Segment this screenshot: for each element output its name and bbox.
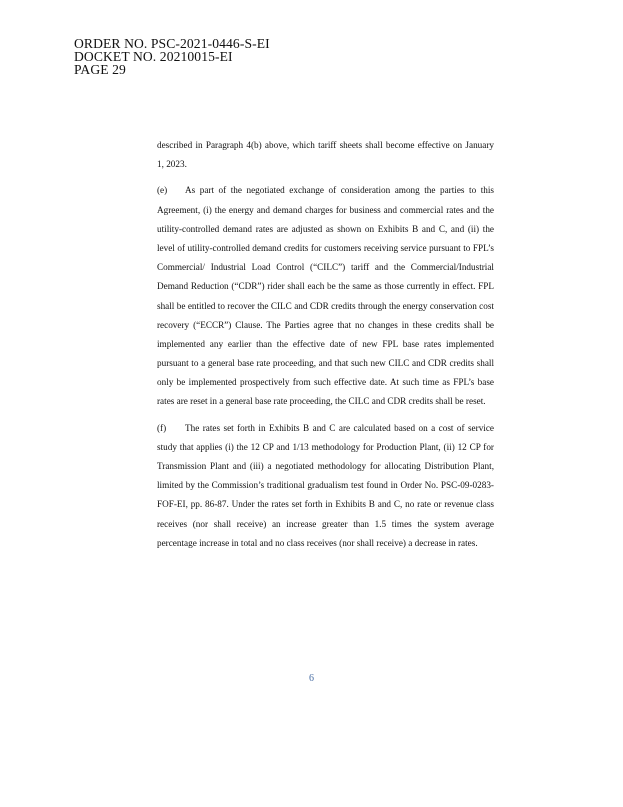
body-text (157, 136, 494, 553)
text-line: rates are reset in a general base rate proceeding, the CILC and CDR credits shall be reset. (157, 396, 486, 407)
text-line: 1, 2023. (157, 159, 187, 170)
page-label: PAGE 29 (74, 62, 126, 77)
text-line: described in Paragraph 4(b) above, which tariff sheets shall become effective on January (157, 140, 494, 150)
text-line: FOF-EI, pp. 86-87. Under the rates set forth in Exhibits B and C, no rate or revenue class (157, 499, 494, 510)
docket-number: DOCKET NO. 20210015-EI (74, 49, 233, 64)
paragraph-continuation (157, 136, 494, 174)
paragraph-label: (f) (157, 422, 167, 433)
text-line: study that applies (i) the 12 CP and 1/13 methodology for Production Plant, (ii) 12 CP for (157, 441, 494, 452)
paragraph-label: (e) (157, 185, 168, 196)
text-line: shall be entitled to recover the CILC and CDR credits through the energy conservation cost (157, 300, 494, 311)
text-line: (f) The rates set forth in Exhibits B and C are calculated based on a cost of service (157, 419, 494, 438)
text-line: percentage increase in total and no class receives (nor shall receive) a decrease in rates. (157, 537, 478, 548)
paragraph-f (157, 419, 494, 553)
text-line: limited by the Commission’s traditional gradualism test found in Order No. PSC-09-0283- (157, 480, 494, 491)
text-line: Demand Reduction (“CDR”) rider shall each be the same as those currently in effect. FPL (157, 281, 494, 292)
text-line: Commercial/ Industrial Load Control (“CILC”) tariff and the Commercial/Industrial (157, 262, 494, 273)
text-line: utility-controlled demand rates are adjusted as shown on Exhibits B and C, and (ii) the (157, 223, 494, 234)
text-line: Agreement, (i) the energy and demand charges for business and commercial rates and the (157, 204, 494, 215)
text-line: level of utility-controlled demand credits for customers receiving service pursuant to FPL’s (157, 242, 494, 253)
document-header (74, 37, 270, 76)
paragraph-e (157, 181, 494, 411)
text-line: only be implemented prospectively from such effective date. At such time as FPL’s base (157, 377, 494, 388)
text-line: recovery (“ECCR”) Clause. The Parties agree that no changes in these credits shall be (157, 319, 494, 330)
order-number: ORDER NO. PSC-2021-0446-S-EI (74, 36, 270, 51)
text-line: implemented any earlier than the effective date of new FPL base rates implemented (157, 338, 494, 349)
text-line: pursuant to a general base rate proceeding, and that such new CILC and CDR credits shall (157, 358, 494, 369)
text-line: (e) As part of the negotiated exchange of consideration among the parties to this (157, 181, 494, 200)
text-line: receives (nor shall receive) an increase greater than 1.5 times the system average (157, 518, 494, 529)
page-number: 6 (309, 673, 314, 684)
text-line: Transmission Plant and (iii) a negotiated methodology for allocating Distribution Plant, (157, 461, 494, 471)
